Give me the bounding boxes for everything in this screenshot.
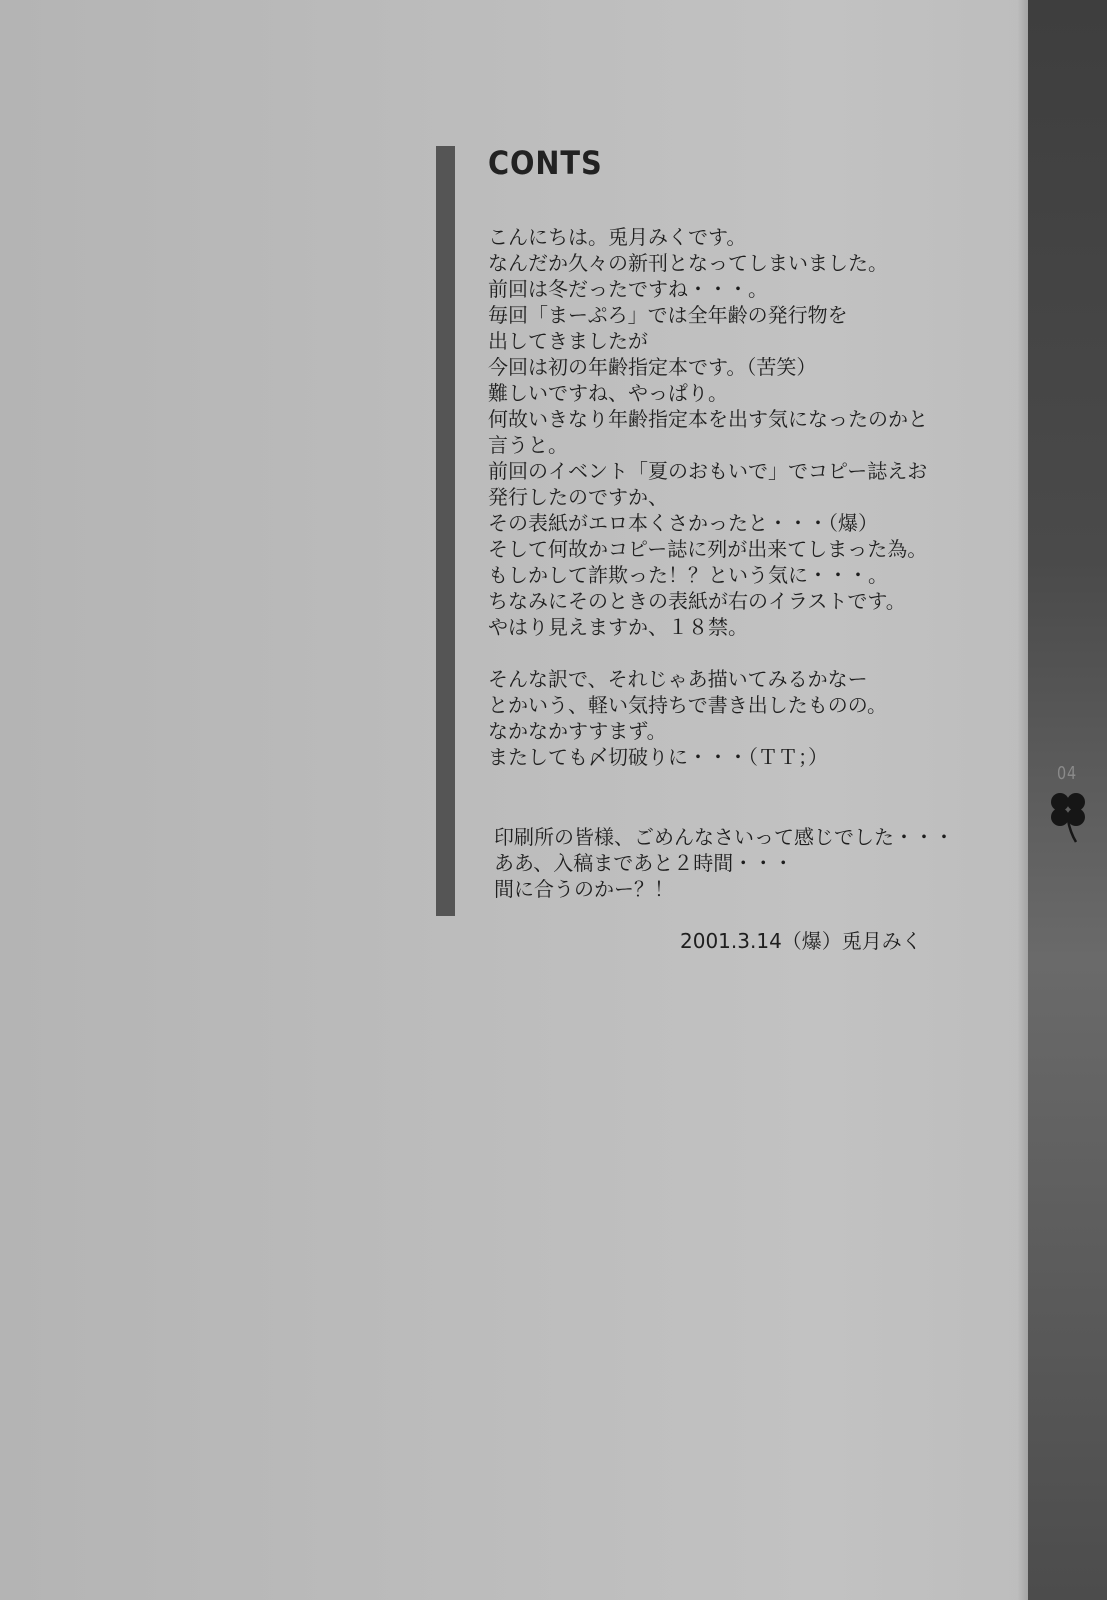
apology-note <box>494 824 1014 902</box>
text-line: 印刷所の皆様、ごめんなさいって感じでした・・・ <box>494 825 954 849</box>
clover-icon <box>1046 790 1090 846</box>
text-line: またしても〆切破りに・・・（ＴＴ；） <box>488 745 828 769</box>
signature: 2001.3.14（爆）兎月みく <box>680 929 922 953</box>
text-line: なんだか久々の新刊となってしまいました。 <box>488 251 888 275</box>
text-line: 今回は初の年齢指定本です。（苦笑） <box>488 355 817 379</box>
text-line: 間に合うのかー？！ <box>494 877 674 901</box>
text-line: こんにちは。兎月みくです。 <box>488 225 747 249</box>
text-line: そんな訳で、それじゃあ描いてみるかなー <box>488 667 868 691</box>
paragraph-gap <box>488 640 1008 666</box>
text-line: そして何故かコピー誌に列が出来てしまった為。 <box>488 537 928 561</box>
text-line: 何故いきなり年齢指定本を出す気になったのかと <box>488 407 928 431</box>
text-line: もしかして詐欺った！？という気に・・・。 <box>488 563 888 587</box>
article-body <box>488 224 1008 770</box>
text-line: とかいう、軽い気持ちで書き出したものの。 <box>488 693 887 717</box>
text-line: ああ、入稿まであと２時間・・・ <box>494 851 794 875</box>
text-line: 出してきましたが <box>488 329 648 353</box>
text-line: ちなみにそのときの表紙が右のイラストです。 <box>488 589 906 613</box>
text-line: 前回のイベント「夏のおもいで」でコピー誌えお <box>488 459 928 483</box>
text-line: 難しいですね、やっぱり。 <box>488 381 728 405</box>
paragraph-1 <box>488 224 1008 640</box>
accent-bar <box>436 146 455 916</box>
text-line: なかなかすすまず。 <box>488 719 667 743</box>
text-line: 毎回「まーぷろ」では全年齢の発行物を <box>488 303 848 327</box>
text-line: 発行したのですか、 <box>488 485 668 509</box>
page-number: 04 <box>1057 763 1077 784</box>
page-gutter <box>1018 0 1028 1600</box>
article-title: CONTS <box>488 144 603 182</box>
paragraph-2 <box>488 666 1008 770</box>
text-line: 前回は冬だったですね・・・。 <box>488 277 768 301</box>
text-line: やはり見えますか、１８禁。 <box>488 615 748 639</box>
text-line: その表紙がエロ本くさかったと・・・（爆） <box>488 511 878 535</box>
text-line: 言うと。 <box>488 433 568 457</box>
